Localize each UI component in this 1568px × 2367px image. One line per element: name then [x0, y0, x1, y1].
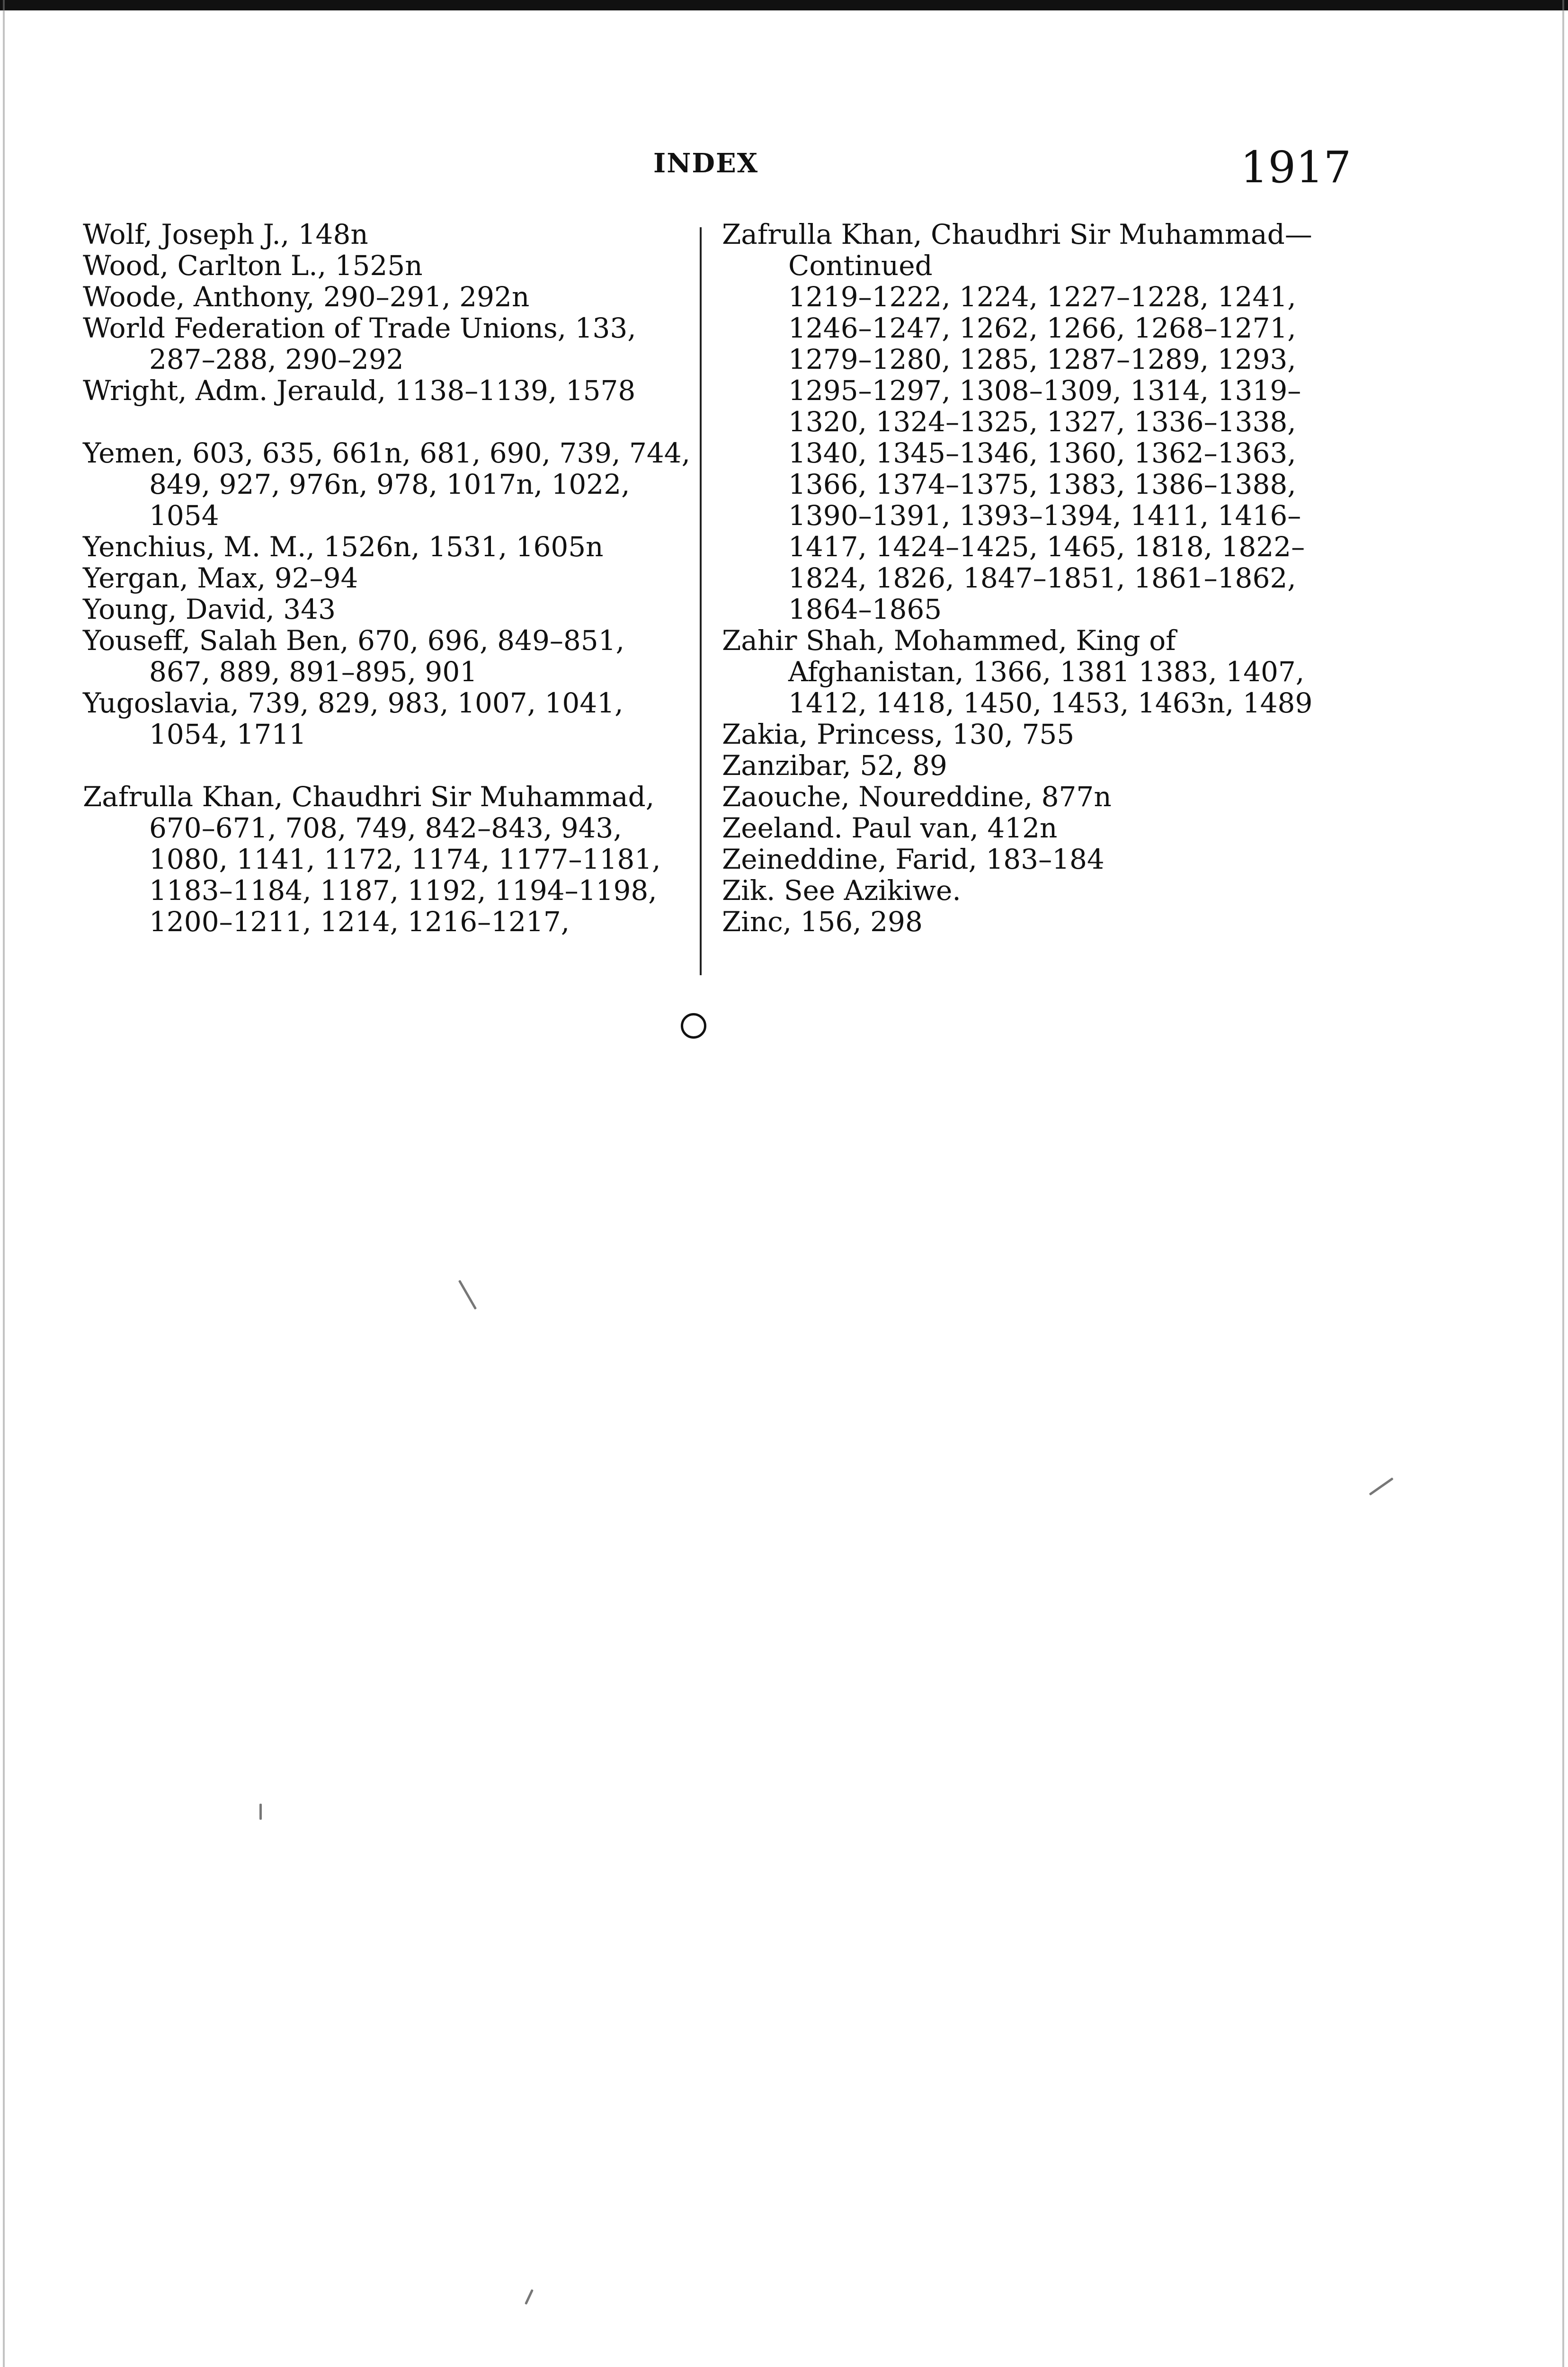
index-entry: Yenchius, M. M., 1526n, 1531, 1605n: [83, 531, 604, 563]
letter-group-gap: [83, 406, 694, 437]
index-entry: Young, David, 343: [83, 593, 336, 625]
index-entry: Yugoslavia, 739, 829, 983, 1007, 1041, 1054, 1711: [83, 687, 624, 750]
index-entry: Wolf, Joseph J., 148n: [83, 218, 368, 250]
right-page-edge: [1562, 0, 1564, 2367]
index-entry: Zaouche, Noureddine, 877n: [722, 781, 1112, 813]
index-entry: Zinc, 156, 298: [722, 906, 923, 938]
index-entry: Yergan, Max, 92–94: [83, 562, 358, 594]
running-head: INDEX: [653, 148, 759, 179]
index-entry: Zanzibar, 52, 89: [722, 749, 947, 782]
index-entry: Wood, Carlton L., 1525n: [83, 249, 423, 282]
index-entry: Zeineddine, Farid, 183–184: [722, 843, 1105, 875]
scan-speck: [525, 2289, 534, 2305]
index-entry-continuation: 1219–1222, 1224, 1227–1228, 1241, 1246–1247, 1262, 1266, 1268–1271, 1279–1280, 1285, 1287–1289, 1293, 1295–1297, 1308–1309, 1314, 1319–1320, 1324–1325, 1327, 1336–1338, 1340, 1345–1346, 1360, 1362–1363, 1366, 1374–1375, 1383, 1386–1388, 1390–1391, 1393–1394, 1411, 1416–1417, 1424–1425, 1465, 1818, 1822–1824, 1826, 1847–1851, 1861–1862, 1864–1865: [788, 281, 1305, 625]
index-entry-heading-continued: Zafrulla Khan, Chaudhri Sir Muhammad—Continued: [722, 218, 1312, 282]
scan-speck: [458, 1280, 477, 1309]
index-entry: Youseff, Salah Ben, 670, 696, 849–851, 867, 889, 891–895, 901: [83, 624, 625, 688]
top-edge-rule: [0, 0, 1568, 10]
index-entry: Yemen, 603, 635, 661n, 681, 690, 739, 744, 849, 927, 976n, 978, 1017n, 1022, 1054: [83, 437, 691, 532]
scan-speck: [1369, 1477, 1393, 1496]
left-page-edge: [3, 0, 5, 2367]
index-entry: Woode, Anthony, 290–291, 292n: [83, 281, 530, 313]
index-entry: Wright, Adm. Jerauld, 1138–1139, 1578: [83, 374, 636, 407]
index-column-right: [722, 219, 1333, 937]
scan-speck: [259, 1804, 262, 1820]
index-column-left: [83, 219, 694, 937]
index-entry: Zafrulla Khan, Chaudhri Sir Muhammad, 670–671, 708, 749, 842–843, 943, 1080, 1141, 1172, 1174, 1177–1181, 1183–1184, 1187, 1192, 1194–1198, 1200–1211, 1214, 1216–1217,: [83, 781, 661, 938]
index-entry: Zahir Shah, Mohammed, King of Afghanistan, 1366, 1381 1383, 1407, 1412, 1418, 1450, 1453, 1463n, 1489: [722, 624, 1313, 719]
index-entry: Zakia, Princess, 130, 755: [722, 718, 1075, 750]
index-entry: World Federation of Trade Unions, 133, 287–288, 290–292: [83, 312, 636, 375]
page-number: 1917: [1240, 142, 1352, 193]
index-entry: Zeeland. Paul van, 412n: [722, 812, 1058, 844]
letter-group-gap: [83, 750, 694, 781]
index-entry: Zik. See Azikiwe.: [722, 874, 961, 907]
column-divider: [700, 227, 702, 975]
end-of-index-circle-mark: [681, 1013, 706, 1039]
